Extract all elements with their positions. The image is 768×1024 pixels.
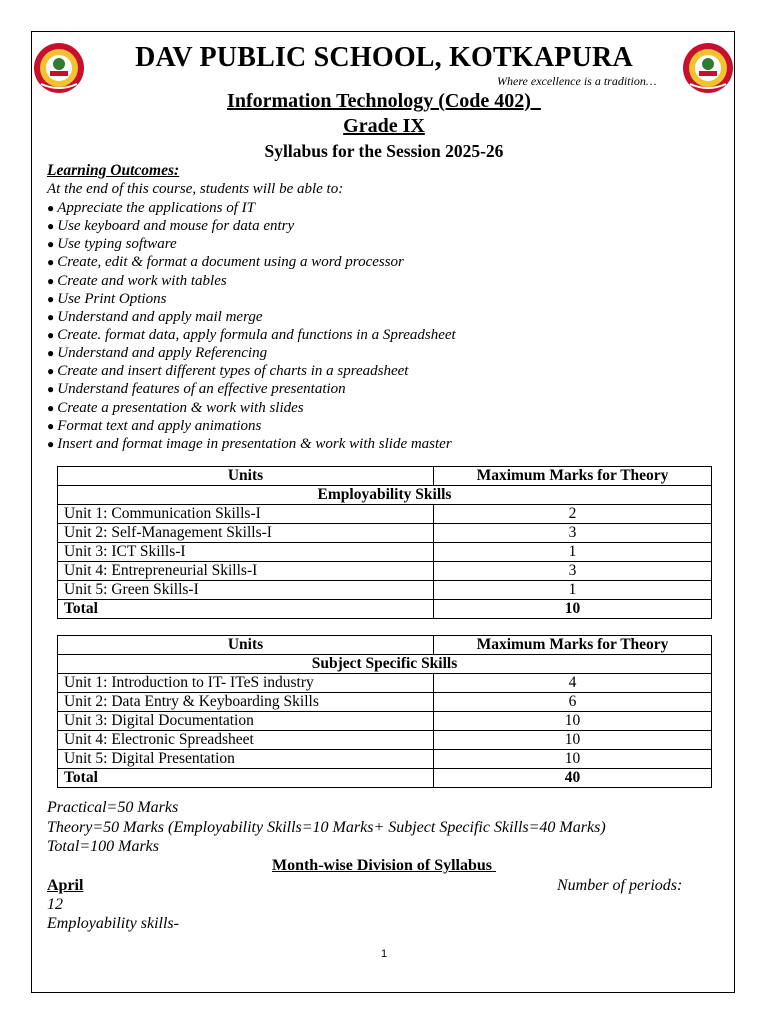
- page-number: 1: [380, 948, 388, 960]
- unit-marks-cell: 10: [434, 712, 712, 731]
- learning-outcome-text: Create a presentation & work with slides: [57, 399, 304, 416]
- learning-outcome-item: [47, 399, 456, 417]
- bullet-icon: ●: [47, 327, 55, 342]
- learning-outcome-item: [47, 362, 456, 380]
- table-header-row: [58, 467, 712, 486]
- theory-marks: Theory=50 Marks (Employability Skills=10 Marks+ Subject Specific Skills=40 Marks): [47, 819, 606, 836]
- learning-outcome-item: [47, 235, 456, 253]
- learning-outcome-text: Understand features of an effective presentation: [57, 381, 346, 398]
- learning-outcomes-list: [47, 199, 456, 453]
- employability-marks-table: [57, 466, 712, 619]
- table-header-cell: Units: [58, 467, 434, 486]
- table-section-cell: Subject Specific Skills: [58, 655, 712, 674]
- learning-outcome-item: [47, 435, 456, 453]
- bullet-icon: ●: [47, 273, 55, 288]
- bullet-icon: ●: [47, 219, 55, 234]
- unit-marks-cell: 10: [434, 731, 712, 750]
- learning-outcome-text: Create. format data, apply formula and functions in a Spreadsheet: [57, 326, 456, 343]
- unit-marks-cell: 3: [434, 524, 712, 543]
- table-row: [58, 693, 712, 712]
- table-row: [58, 524, 712, 543]
- unit-name-cell: Unit 1: Introduction to IT- ITeS industry: [58, 674, 434, 693]
- learning-outcome-text: Use Print Options: [57, 290, 167, 307]
- learning-outcome-item: [47, 380, 456, 398]
- session-title: Syllabus for the Session 2025-26: [264, 141, 504, 161]
- bullet-icon: ●: [47, 400, 55, 415]
- learning-outcome-item: [47, 417, 456, 435]
- learning-outcome-text: Understand and apply mail merge: [57, 308, 263, 325]
- unit-name-cell: Unit 4: Electronic Spreadsheet: [58, 731, 434, 750]
- learning-outcome-item: [47, 344, 456, 362]
- total-marks: Total=100 Marks: [47, 838, 159, 855]
- bullet-icon: ●: [47, 201, 55, 215]
- table-header-cell: Maximum Marks for Theory: [434, 467, 712, 486]
- table-header-cell: Units: [58, 636, 434, 655]
- unit-name-cell: Unit 3: ICT Skills-I: [58, 543, 434, 562]
- school-name: DAV PUBLIC SCHOOL, KOTKAPURA: [135, 42, 633, 73]
- total-value-cell: 10: [434, 600, 712, 619]
- table-total-row: [58, 769, 712, 788]
- unit-marks-cell: 4: [434, 674, 712, 693]
- bullet-icon: ●: [47, 291, 55, 306]
- table-section-row: [58, 486, 712, 505]
- unit-marks-cell: 1: [434, 543, 712, 562]
- month-topic: Employability skills-: [47, 915, 179, 932]
- unit-name-cell: Unit 2: Self-Management Skills-I: [58, 524, 434, 543]
- unit-name-cell: Unit 3: Digital Documentation: [58, 712, 434, 731]
- unit-name-cell: Unit 5: Digital Presentation: [58, 750, 434, 769]
- bullet-icon: ●: [47, 255, 55, 270]
- practical-marks: Practical=50 Marks: [47, 799, 179, 816]
- table-row: [58, 674, 712, 693]
- subject-title: Information Technology (Code 402): [227, 90, 541, 112]
- unit-name-cell: Unit 2: Data Entry & Keyboarding Skills: [58, 693, 434, 712]
- month-name: April: [47, 877, 84, 894]
- table-row: [58, 562, 712, 581]
- learning-outcome-text: Create and work with tables: [57, 272, 227, 289]
- month-division-heading: Month-wise Division of Syllabus: [271, 857, 497, 874]
- table-row: [58, 505, 712, 524]
- learning-outcome-text: Appreciate the applications of IT: [57, 200, 255, 216]
- bullet-icon: ●: [47, 309, 55, 324]
- table-total-row: [58, 600, 712, 619]
- learning-outcome-text: Create, edit & format a document using a word processor: [57, 254, 404, 271]
- total-label-cell: Total: [58, 600, 434, 619]
- total-label-cell: Total: [58, 769, 434, 788]
- bullet-icon: ●: [47, 382, 55, 397]
- bullet-icon: ●: [47, 364, 55, 379]
- table-row: [58, 731, 712, 750]
- learning-outcome-item: [47, 253, 456, 271]
- learning-outcome-item: [47, 290, 456, 308]
- bullet-icon: ●: [47, 346, 55, 361]
- periods-value: 12: [47, 896, 63, 913]
- learning-outcomes-intro: At the end of this course, students will be able to:: [47, 181, 344, 197]
- learning-outcome-item: [47, 217, 456, 235]
- learning-outcome-item: [47, 308, 456, 326]
- unit-marks-cell: 1: [434, 581, 712, 600]
- unit-name-cell: Unit 1: Communication Skills-I: [58, 505, 434, 524]
- bullet-icon: ●: [47, 436, 55, 451]
- unit-marks-cell: 6: [434, 693, 712, 712]
- total-value-cell: 40: [434, 769, 712, 788]
- learning-outcome-item: [47, 326, 456, 344]
- bullet-icon: ●: [47, 237, 55, 252]
- unit-marks-cell: 3: [434, 562, 712, 581]
- grade-title: Grade IX: [343, 115, 425, 137]
- table-row: [58, 712, 712, 731]
- learning-outcomes-heading: Learning Outcomes:: [47, 162, 180, 179]
- subject-marks-table: [57, 635, 712, 788]
- learning-outcome-text: Use typing software: [57, 236, 177, 253]
- school-tagline: Where excellence is a tradition…: [497, 74, 657, 88]
- unit-marks-cell: 2: [434, 505, 712, 524]
- learning-outcome-item: [47, 199, 456, 217]
- unit-marks-cell: 10: [434, 750, 712, 769]
- periods-label: Number of periods:: [557, 877, 683, 894]
- table-section-cell: Employability Skills: [58, 486, 712, 505]
- unit-name-cell: Unit 4: Entrepreneurial Skills-I: [58, 562, 434, 581]
- learning-outcome-text: Create and insert different types of charts in a spreadsheet: [57, 363, 409, 380]
- unit-name-cell: Unit 5: Green Skills-I: [58, 581, 434, 600]
- learning-outcome-text: Use keyboard and mouse for data entry: [57, 218, 295, 235]
- learning-outcome-text: Format text and apply animations: [57, 417, 262, 434]
- table-row: [58, 581, 712, 600]
- table-header-row: [58, 636, 712, 655]
- learning-outcome-text: Insert and format image in presentation & work with slide master: [57, 435, 452, 452]
- table-row: [58, 750, 712, 769]
- table-row: [58, 543, 712, 562]
- learning-outcome-text: Understand and apply Referencing: [57, 345, 268, 362]
- table-header-cell: Maximum Marks for Theory: [434, 636, 712, 655]
- table-section-row: [58, 655, 712, 674]
- bullet-icon: ●: [47, 418, 55, 433]
- learning-outcome-item: [47, 272, 456, 290]
